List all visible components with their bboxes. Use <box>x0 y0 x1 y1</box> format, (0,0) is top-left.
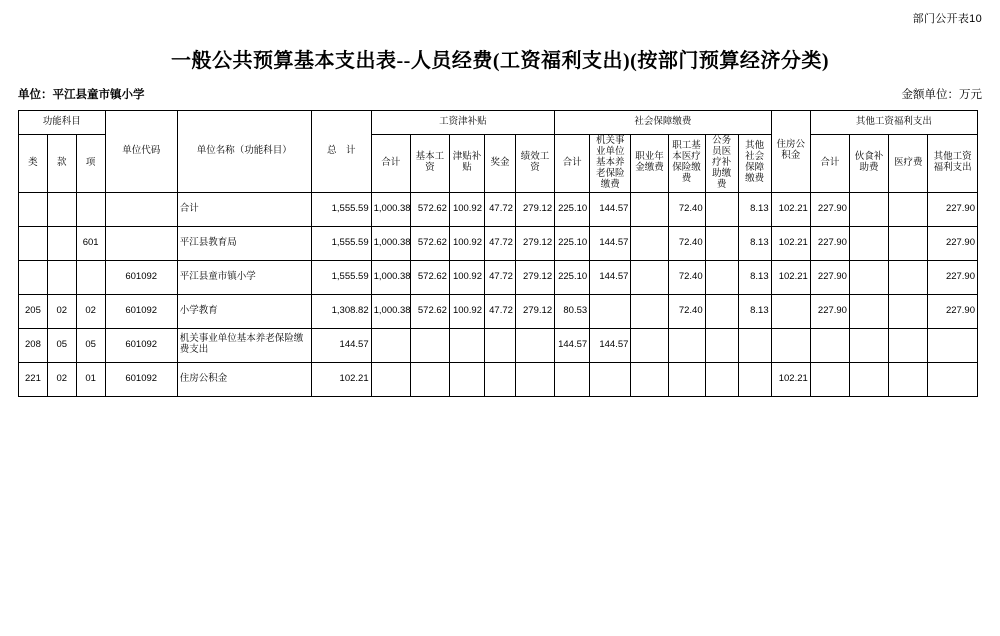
cell-other-total: 227.90 <box>810 260 849 294</box>
cell-xiang: 05 <box>76 328 105 362</box>
cell-bonus <box>485 328 516 362</box>
header-medical-fee: 医疗费 <box>889 135 928 193</box>
cell-other-social <box>738 328 771 362</box>
cell-housing-fund <box>771 328 810 362</box>
cell-medical-fee <box>889 260 928 294</box>
cell-allowance: 100.92 <box>449 226 484 260</box>
table-row <box>19 192 978 226</box>
cell-basic-salary: 572.62 <box>410 294 449 328</box>
cell-unit-code: 601092 <box>105 328 177 362</box>
cell-housing-fund: 102.21 <box>771 192 810 226</box>
cell-pension: 144.57 <box>590 260 631 294</box>
cell-civil-servant-medical-subsidy <box>705 362 738 396</box>
header-social-security: 社会保障缴费 <box>555 111 772 135</box>
cell-lei: 221 <box>19 362 48 396</box>
cell-occupational-annuity <box>631 226 668 260</box>
cell-unit-name: 小学教育 <box>177 294 311 328</box>
cell-other-welfare-expense: 227.90 <box>928 260 978 294</box>
cell-pension: 144.57 <box>590 328 631 362</box>
header-function-subject: 功能科目 <box>19 111 106 135</box>
cell-other-welfare-expense: 227.90 <box>928 294 978 328</box>
header-other-welfare-expense: 其他工资福利支出 <box>928 135 978 193</box>
cell-other-welfare-expense <box>928 328 978 362</box>
header-medical-basic: 职工基本医疗保险缴费 <box>668 135 705 193</box>
cell-performance-salary: 279.12 <box>515 226 554 260</box>
header-salary-total: 合计 <box>371 135 410 193</box>
cell-civil-servant-medical-subsidy <box>705 226 738 260</box>
cell-social-total <box>555 362 590 396</box>
header-bonus: 奖金 <box>485 135 516 193</box>
header-basic-salary: 基本工资 <box>410 135 449 193</box>
cell-civil-servant-medical-subsidy <box>705 294 738 328</box>
cell-social-total: 225.10 <box>555 192 590 226</box>
cell-performance-salary: 279.12 <box>515 260 554 294</box>
cell-salary-total <box>371 362 410 396</box>
header-unit-name: 单位名称（功能科目） <box>177 111 311 193</box>
cell-kuan: 05 <box>47 328 76 362</box>
cell-occupational-annuity <box>631 362 668 396</box>
cell-lei: 205 <box>19 294 48 328</box>
cell-medical-basic: 72.40 <box>668 294 705 328</box>
cell-medical-fee <box>889 226 928 260</box>
page-title: 一般公共预算基本支出表--人员经费(工资福利支出)(按部门预算经济分类) <box>171 50 829 72</box>
cell-salary-total: 1,000.38 <box>371 192 410 226</box>
cell-medical-basic <box>668 328 705 362</box>
cell-social-total: 80.53 <box>555 294 590 328</box>
cell-medical-fee <box>889 328 928 362</box>
cell-total: 1,555.59 <box>311 226 371 260</box>
cell-kuan: 02 <box>47 294 76 328</box>
header-total: 总 计 <box>311 111 371 193</box>
cell-pension <box>590 362 631 396</box>
cell-occupational-annuity <box>631 294 668 328</box>
cell-social-total: 225.10 <box>555 260 590 294</box>
cell-bonus: 47.72 <box>485 226 516 260</box>
cell-medical-basic: 72.40 <box>668 192 705 226</box>
cell-meal-subsidy <box>849 294 888 328</box>
header-other-social: 其他社会保障缴费 <box>738 135 771 193</box>
cell-lei <box>19 226 48 260</box>
table-body <box>19 192 978 396</box>
cell-unit-code <box>105 226 177 260</box>
cell-salary-total: 1,000.38 <box>371 294 410 328</box>
header-lei: 类 <box>19 135 48 193</box>
cell-other-total: 227.90 <box>810 226 849 260</box>
cell-other-social: 8.13 <box>738 226 771 260</box>
table-row <box>19 362 978 396</box>
cell-social-total: 144.57 <box>555 328 590 362</box>
unit-label: 单位：平江县童市镇小学 <box>18 89 145 101</box>
cell-performance-salary: 279.12 <box>515 294 554 328</box>
cell-basic-salary: 572.62 <box>410 260 449 294</box>
cell-unit-name: 平江县教育局 <box>177 226 311 260</box>
cell-kuan: 02 <box>47 362 76 396</box>
cell-occupational-annuity <box>631 192 668 226</box>
cell-housing-fund: 102.21 <box>771 362 810 396</box>
cell-total: 1,555.59 <box>311 260 371 294</box>
cell-other-total: 227.90 <box>810 294 849 328</box>
cell-other-welfare-expense: 227.90 <box>928 226 978 260</box>
cell-meal-subsidy <box>849 362 888 396</box>
cell-unit-name: 合计 <box>177 192 311 226</box>
cell-lei <box>19 192 48 226</box>
cell-meal-subsidy <box>849 192 888 226</box>
table-row <box>19 260 978 294</box>
cell-basic-salary <box>410 362 449 396</box>
cell-allowance <box>449 362 484 396</box>
cell-bonus: 47.72 <box>485 192 516 226</box>
header-allowance: 津贴补贴 <box>449 135 484 193</box>
cell-total: 144.57 <box>311 328 371 362</box>
cell-bonus <box>485 362 516 396</box>
table-row <box>19 226 978 260</box>
meta-row <box>18 86 982 102</box>
cell-pension: 144.57 <box>590 226 631 260</box>
cell-medical-basic: 72.40 <box>668 226 705 260</box>
cell-total: 1,555.59 <box>311 192 371 226</box>
cell-civil-servant-medical-subsidy <box>705 328 738 362</box>
cell-performance-salary <box>515 362 554 396</box>
cell-total: 1,308.82 <box>311 294 371 328</box>
cell-other-welfare-expense: 227.90 <box>928 192 978 226</box>
cell-bonus: 47.72 <box>485 294 516 328</box>
cell-kuan <box>47 192 76 226</box>
cell-pension: 144.57 <box>590 192 631 226</box>
cell-medical-fee <box>889 362 928 396</box>
cell-medical-basic <box>668 362 705 396</box>
cell-unit-name: 机关事业单位基本养老保险缴费支出 <box>177 328 311 362</box>
header-performance-salary: 绩效工资 <box>515 135 554 193</box>
table-row <box>19 294 978 328</box>
cell-occupational-annuity <box>631 260 668 294</box>
cell-unit-code <box>105 192 177 226</box>
cell-unit-name: 住房公积金 <box>177 362 311 396</box>
header-kuan: 款 <box>47 135 76 193</box>
cell-allowance <box>449 328 484 362</box>
cell-performance-salary <box>515 328 554 362</box>
budget-table <box>18 110 978 397</box>
cell-kuan <box>47 226 76 260</box>
table-row <box>19 328 978 362</box>
header-civil-servant-medical-subsidy: 公务员医疗补助缴费 <box>705 135 738 193</box>
form-number-note: 部门公开表10 <box>912 13 982 25</box>
cell-housing-fund: 102.21 <box>771 226 810 260</box>
cell-xiang: 01 <box>76 362 105 396</box>
cell-performance-salary: 279.12 <box>515 192 554 226</box>
cell-basic-salary <box>410 328 449 362</box>
cell-occupational-annuity <box>631 328 668 362</box>
cell-xiang <box>76 192 105 226</box>
cell-housing-fund <box>771 294 810 328</box>
cell-civil-servant-medical-subsidy <box>705 260 738 294</box>
cell-other-social: 8.13 <box>738 260 771 294</box>
cell-kuan <box>47 260 76 294</box>
cell-unit-code: 601092 <box>105 362 177 396</box>
header-housing-fund: 住房公积金 <box>771 111 810 193</box>
cell-xiang: 02 <box>76 294 105 328</box>
cell-other-total: 227.90 <box>810 192 849 226</box>
cell-basic-salary: 572.62 <box>410 226 449 260</box>
cell-meal-subsidy <box>849 328 888 362</box>
cell-salary-total <box>371 328 410 362</box>
cell-unit-name: 平江县童市镇小学 <box>177 260 311 294</box>
cell-salary-total: 1,000.38 <box>371 260 410 294</box>
cell-xiang <box>76 260 105 294</box>
cell-allowance: 100.92 <box>449 192 484 226</box>
cell-xiang: 601 <box>76 226 105 260</box>
cell-other-total <box>810 362 849 396</box>
cell-allowance: 100.92 <box>449 294 484 328</box>
header-occupational-annuity: 职业年金缴费 <box>631 135 668 193</box>
cell-unit-code: 601092 <box>105 294 177 328</box>
header-pension: 机关事业单位基本养老保险缴费 <box>590 135 631 193</box>
cell-other-welfare-expense <box>928 362 978 396</box>
cell-salary-total: 1,000.38 <box>371 226 410 260</box>
cell-unit-code: 601092 <box>105 260 177 294</box>
header-other-welfare: 其他工资福利支出 <box>810 111 977 135</box>
cell-medical-fee <box>889 294 928 328</box>
cell-meal-subsidy <box>849 260 888 294</box>
cell-other-total <box>810 328 849 362</box>
cell-medical-fee <box>889 192 928 226</box>
header-unit-code: 单位代码 <box>105 111 177 193</box>
cell-other-social: 8.13 <box>738 192 771 226</box>
cell-medical-basic: 72.40 <box>668 260 705 294</box>
cell-allowance: 100.92 <box>449 260 484 294</box>
cell-housing-fund: 102.21 <box>771 260 810 294</box>
cell-total: 102.21 <box>311 362 371 396</box>
amount-unit-label: 金额单位：万元 <box>901 89 982 101</box>
header-salary-allowance: 工资津补贴 <box>371 111 555 135</box>
cell-other-social: 8.13 <box>738 294 771 328</box>
cell-other-social <box>738 362 771 396</box>
cell-meal-subsidy <box>849 226 888 260</box>
cell-bonus: 47.72 <box>485 260 516 294</box>
header-meal-subsidy: 伙食补助费 <box>849 135 888 193</box>
cell-pension <box>590 294 631 328</box>
header-xiang: 项 <box>76 135 105 193</box>
cell-social-total: 225.10 <box>555 226 590 260</box>
cell-lei <box>19 260 48 294</box>
header-social-total: 合计 <box>555 135 590 193</box>
header-other-total: 合计 <box>810 135 849 193</box>
cell-civil-servant-medical-subsidy <box>705 192 738 226</box>
cell-basic-salary: 572.62 <box>410 192 449 226</box>
cell-lei: 208 <box>19 328 48 362</box>
